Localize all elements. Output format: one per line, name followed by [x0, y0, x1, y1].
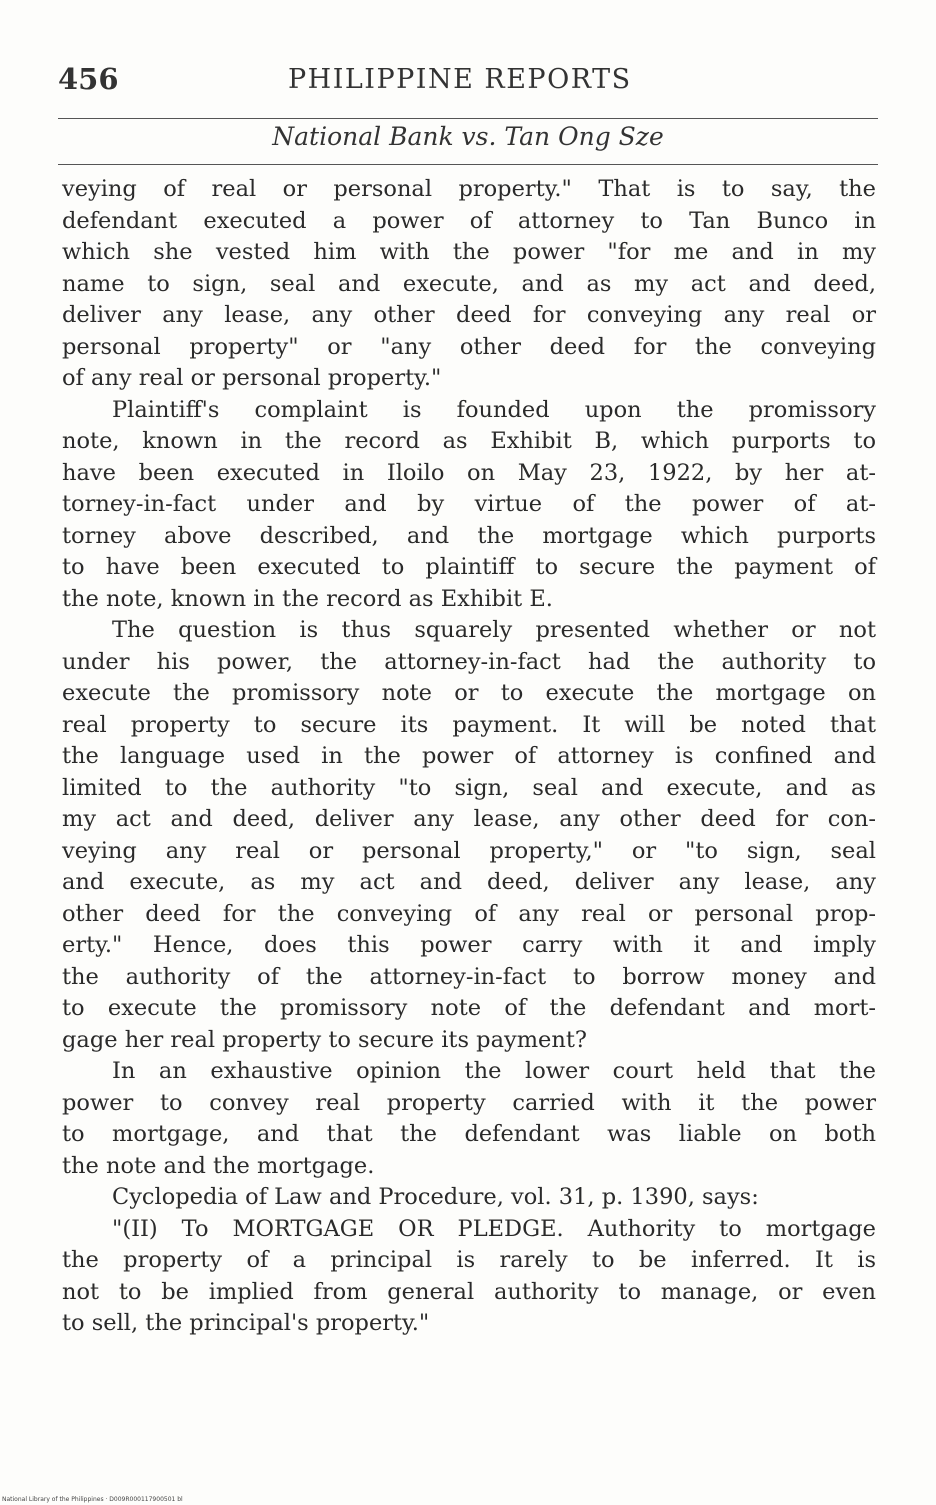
text-line: limited to the authority "to sign, seal and execute, and as — [62, 774, 876, 801]
text-line: to mortgage, and that the defendant was liable on both — [62, 1121, 876, 1147]
text-line: note, known in the record as Exhibit B, which purports to — [62, 428, 876, 454]
text-line: the note and the mortgage. — [62, 1152, 375, 1179]
text-line: of any real or personal property." — [62, 365, 442, 391]
text-line: torney-in-fact under and by virtue of the power of at- — [62, 491, 876, 517]
header-rule-bottom — [58, 164, 878, 165]
text-line: name to sign, seal and execute, and as my act and deed, — [62, 270, 876, 297]
text-line: the property of a principal is rarely to be inferred. It is — [62, 1247, 876, 1273]
text-line: Plaintiff's complaint is founded upon the promissory — [112, 396, 876, 423]
text-line: to execute the promissory note of the defendant and mort- — [62, 995, 876, 1021]
text-line: the note, known in the record as Exhibit E. — [62, 585, 553, 612]
text-line: my act and deed, deliver any lease, any other deed for con- — [62, 806, 876, 832]
text-line: power to convey real property carried with it the power — [62, 1089, 876, 1116]
page-header — [58, 62, 878, 108]
text-line: to have been executed to plaintiff to secure the payment of — [62, 554, 876, 580]
text-line: which she vested him with the power "for me and in my — [62, 239, 876, 265]
text-line: have been executed in Iloilo on May 23, 1922, by her at- — [62, 459, 876, 486]
text-line: the language used in the power of attorney is confined and — [62, 743, 876, 769]
text-line: erty." Hence, does this power carry with it and imply — [62, 932, 876, 958]
text-line: torney above described, and the mortgage which purports — [62, 522, 876, 549]
text-line: execute the promissory note or to execute the mortgage on — [62, 680, 876, 706]
text-line: under his power, the attorney-in-fact had the authority to — [62, 648, 876, 675]
text-line: other deed for the conveying of any real or personal prop- — [62, 900, 876, 927]
text-line: Cyclopedia of Law and Procedure, vol. 31, p. 1390, says: — [112, 1184, 759, 1210]
running-title: PHILIPPINE REPORTS — [288, 64, 632, 95]
text-line: gage her real property to secure its payment? — [62, 1026, 587, 1053]
page-number: 456 — [58, 62, 119, 96]
text-line: the authority of the attorney-in-fact to borrow money and — [62, 963, 876, 990]
text-line: personal property" or "any other deed for the conveying — [62, 333, 876, 360]
text-line: not to be implied from general authority to manage, or even — [62, 1278, 876, 1305]
text-line: to sell, the principal's property." — [62, 1310, 430, 1336]
text-line: The question is thus squarely presented whether or not — [112, 617, 876, 643]
text-line: deliver any lease, any other deed for conveying any real or — [62, 302, 876, 328]
header-rule-top — [58, 118, 878, 119]
case-title: National Bank vs. Tan Ong Sze — [272, 122, 664, 151]
body-text — [62, 174, 876, 1340]
text-line: "(II) To MORTGAGE OR PLEDGE. Authority to mortgage — [112, 1215, 876, 1242]
text-line: veying any real or personal property," or "to sign, seal — [62, 837, 876, 864]
text-line: real property to secure its payment. It will be noted that — [62, 711, 876, 738]
text-line: defendant executed a power of attorney to Tan Bunco in — [62, 207, 876, 234]
text-line: and execute, as my act and deed, deliver any lease, any — [62, 869, 876, 895]
text-line: In an exhaustive opinion the lower court held that the — [112, 1058, 876, 1084]
text-line: veying of real or personal property." That is to say, the — [62, 176, 876, 202]
library-footer: National Library of the Philippines · D009R000117900501 bl — [2, 1496, 183, 1503]
